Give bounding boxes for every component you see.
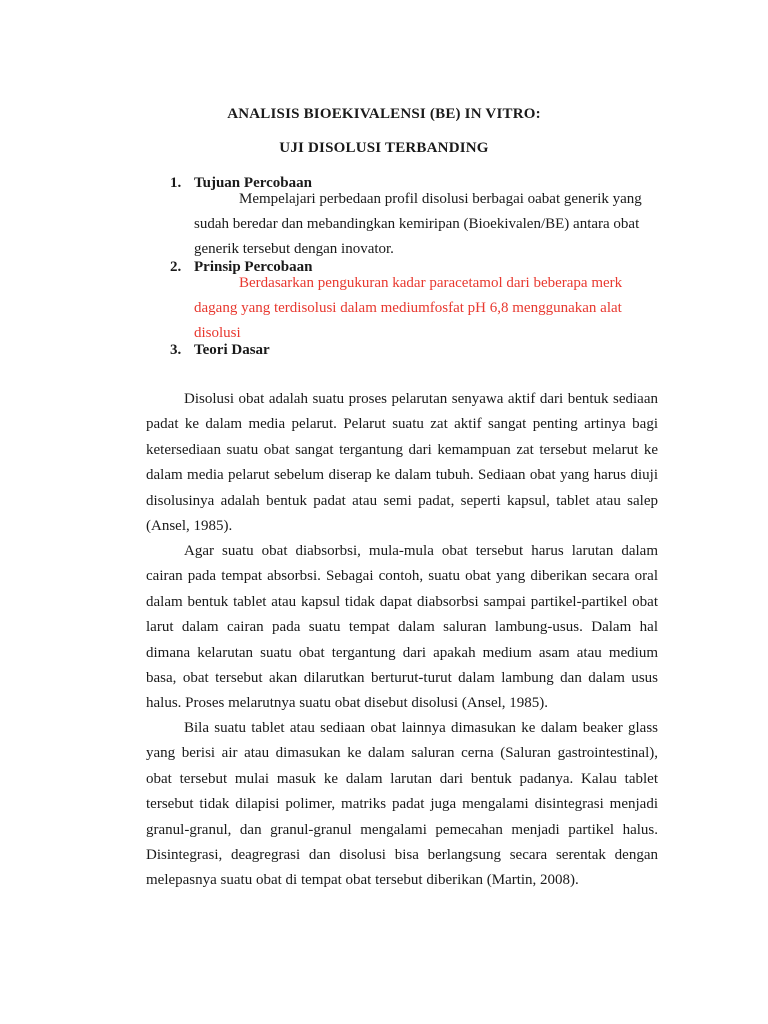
section-title: Prinsip Percobaan xyxy=(194,259,313,275)
section-text-prinsip: Berdasarkan pengukuran kadar paracetamol dari beberapa merk dagang yang terdisolusi dalam mediumfosfat pH 6,8 menggunakan alat disolusi xyxy=(194,275,623,341)
body-paragraph: Bila suatu tablet atau sediaan obat lainnya dimasukan ke dalam beaker glass yang berisi air atau dimasukan ke dalam saluran cerna (Saluran gastrointestinal), obat tersebut mulai masuk ke dalam larutan dari bentuk padanya. Kalau tablet tersebut tidak dilapisi polimer, matriks padat juga mengalami disintegrasi menjadi granul-granul, dan granul-granul mengalami pemecahan menjadi partikel halus. Disintegrasi, deagregrasi dan disolusi bisa berlangsung secara serentak dengan melepasnya suatu obat di tempat obat tersebut diberikan (Martin, 2008). xyxy=(146,720,658,889)
section-number: 2. xyxy=(170,259,182,275)
document-title: ANALISIS BIOEKIVALENSI (BE) IN VITRO: xyxy=(227,106,541,122)
section-number: 3. xyxy=(170,342,182,358)
body-paragraph: Disolusi obat adalah suatu proses pelarutan senyawa aktif dari bentuk sediaan padat ke dalam media pelarut. Pelarut suatu zat aktif sangat penting artinya bagi ketersediaan suatu obat sangat tergantung dari kemampuan zat tersebut melarut ke dalam media pelarut sebelum diserap ke dalam tubuh. Sediaan obat yang harus diuji disolusinya adalah bentuk padat atau semi padat, seperti kapsul, tablet atau salep (Ansel, 1985). xyxy=(146,391,658,535)
body-paragraph: Agar suatu obat diabsorbsi, mula-mula obat tersebut harus larutan dalam cairan pada tempat absorbsi. Sebagai contoh, suatu obat yang diberikan secara oral dalam bentuk tablet atau kapsul tidak dapat diabsorbsi sampai partikel-partikel obat larut dalam cairan pada suatu tempat dalam saluran lambung-usus. Dalam hal dimana kelarutan suatu obat tergantung dari apakah medium asam atau medium basa, obat tersebut akan dilarutkan berturut-turut dalam lambung dan dalam usus halus. Proses melarutnya suatu obat disebut disolusi (Ansel, 1985). xyxy=(146,543,658,712)
section-title: Tujuan Percobaan xyxy=(194,175,312,191)
document-subtitle: UJI DISOLUSI TERBANDING xyxy=(279,140,489,156)
section-text-tujuan: Mempelajari perbedaan profil disolusi berbagai oabat generik yang sudah beredar dan mebandingkan kemiripan (Bioekivalen/BE) antara obat generik tersebut dengan inovator. xyxy=(194,191,642,257)
section-heading-teori xyxy=(170,342,270,359)
section-title: Teori Dasar xyxy=(194,342,270,358)
section-number: 1. xyxy=(170,175,182,191)
